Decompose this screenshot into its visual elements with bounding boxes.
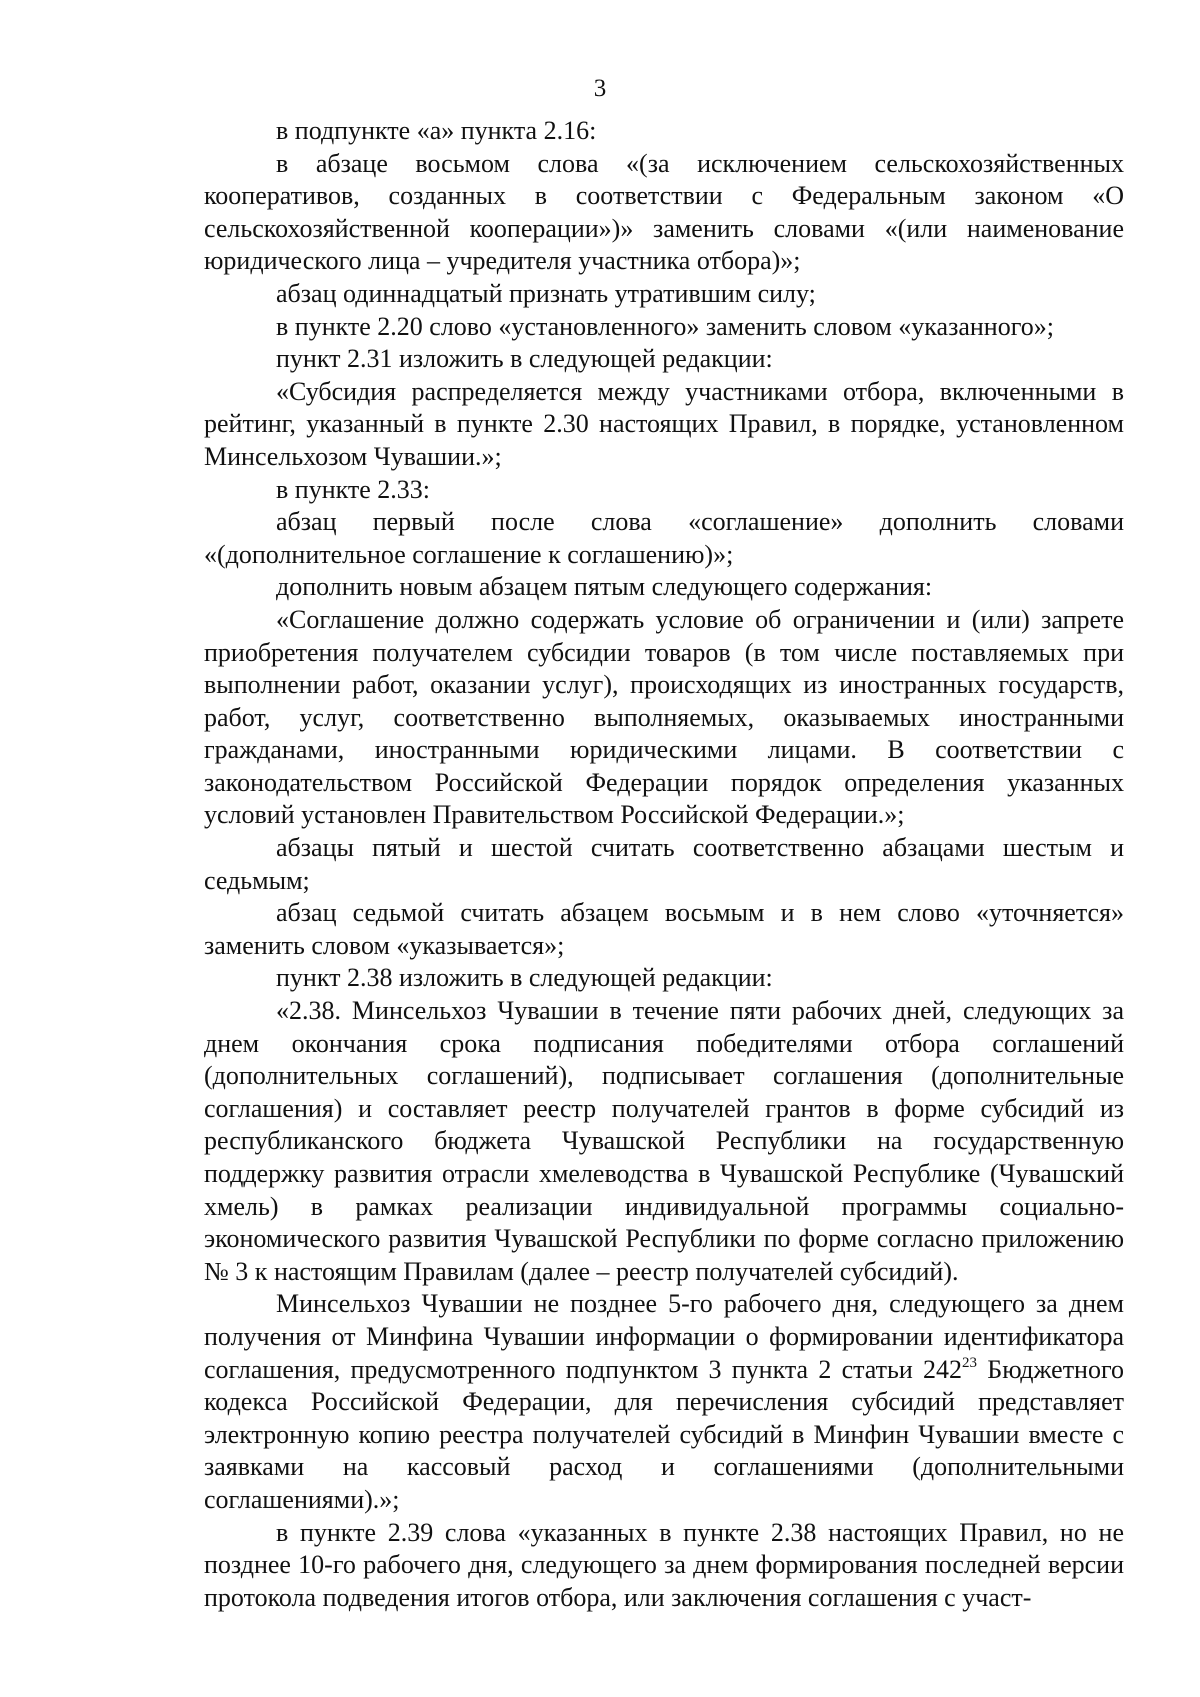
page-number: 3 bbox=[593, 75, 607, 102]
paragraph: «Соглашение должно содержать условие об ограничении и (или) запрете приобретения получателем субсидии товаров (в том числе поставляемых при выполнении работ, оказании услуг), происходящих из иностранных государств, работ, услуг, соответственно выполняемых, оказываемых иностранными гражданами, иностранными юридическими лицами. В соответствии с законодательством Российской Федерации порядок определения указанных условий установлен Правительством Российской Федерации.»; bbox=[204, 604, 1124, 830]
paragraph: «2.38. Минсельхоз Чувашии в течение пяти рабочих дней, следующих за днем окончания срока подписания победителями отбора соглашений (дополнительных соглашений), подписывает соглашения (дополнительные соглашения) и составляет реестр получателей грантов в форме субсидий из республиканского бюджета Чувашской Республики на государственную поддержку развития отрасли хмелеводства в Чувашской Республике (Чувашский хмель) в рамках реализации индивидуальной программы социально-экономического развития Чувашской Республики по форме согласно приложению № 3 к настоящим Правилам (далее – реестр получателей субсидий). bbox=[204, 996, 1124, 1286]
paragraph: абзац седьмой считать абзацем восьмым и в нем слово «уточняется» заменить словом «указывается»; bbox=[204, 898, 1124, 960]
paragraph: в пункте 2.20 слово «установленного» заменить словом «указанного»; bbox=[276, 311, 1054, 341]
paragraph: в абзаце восьмом слова «(за исключением сельскохозяйственных кооперативов, созданных в соответствии с Федеральным законом «О сельскохозяйственной кооперации»)» заменить словами «(или наименование юридического лица – учредителя участника отбора)»; bbox=[204, 148, 1124, 276]
superscript-article-number: 23 bbox=[962, 1354, 978, 1371]
paragraph: «Субсидия распределяется между участниками отбора, включенными в рейтинг, указанный в пункте 2.30 настоящих Правил, в порядке, установленном Минсельхозом Чувашии.»; bbox=[204, 376, 1124, 471]
paragraph: дополнить новым абзацем пятым следующего содержания: bbox=[276, 572, 933, 602]
paragraph: пункт 2.31 изложить в следующей редакции: bbox=[276, 344, 773, 374]
paragraph-with-superscript bbox=[204, 1288, 1124, 1516]
paragraph: в пункте 2.33: bbox=[276, 474, 431, 504]
paragraph-text-before: Минсельхоз Чувашии не позднее 5-го рабочего дня, следующего за днем получения от Минфина Чувашии информации о формировании идентификатора соглашения, предусмотренного подпунктом 3 пункта 2 статьи 242 bbox=[204, 1289, 1124, 1384]
paragraph: абзац одиннадцатый признать утратившим силу; bbox=[276, 278, 816, 308]
paragraph: в подпункте «а» пункта 2.16: bbox=[276, 116, 597, 145]
paragraph: абзацы пятый и шестой считать соответственно абзацами шестым и седьмым; bbox=[204, 833, 1124, 895]
paragraph: пункт 2.38 изложить в следующей редакции: bbox=[276, 963, 773, 993]
paragraph: абзац первый после слова «соглашение» дополнить словами «(дополнительное соглашение к соглашению)»; bbox=[204, 507, 1124, 569]
paragraph-text-after: Бюджетного кодекса Российской Федерации, для перечисления субсидий представляет электронную копию реестра получателей субсидий в Минфин Чувашии вместе с заявками на кассовый расход и соглашениями (дополнительными соглашениями).»; bbox=[204, 1354, 1124, 1514]
document-body bbox=[204, 115, 1124, 1614]
paragraph: в пункте 2.39 слова «указанных в пункте 2.38 настоящих Правил, но не позднее 10-го рабочего дня, следующего за днем формирования последней версии протокола подведения итогов отбора, или заключения соглашения с участ- bbox=[204, 1517, 1124, 1612]
